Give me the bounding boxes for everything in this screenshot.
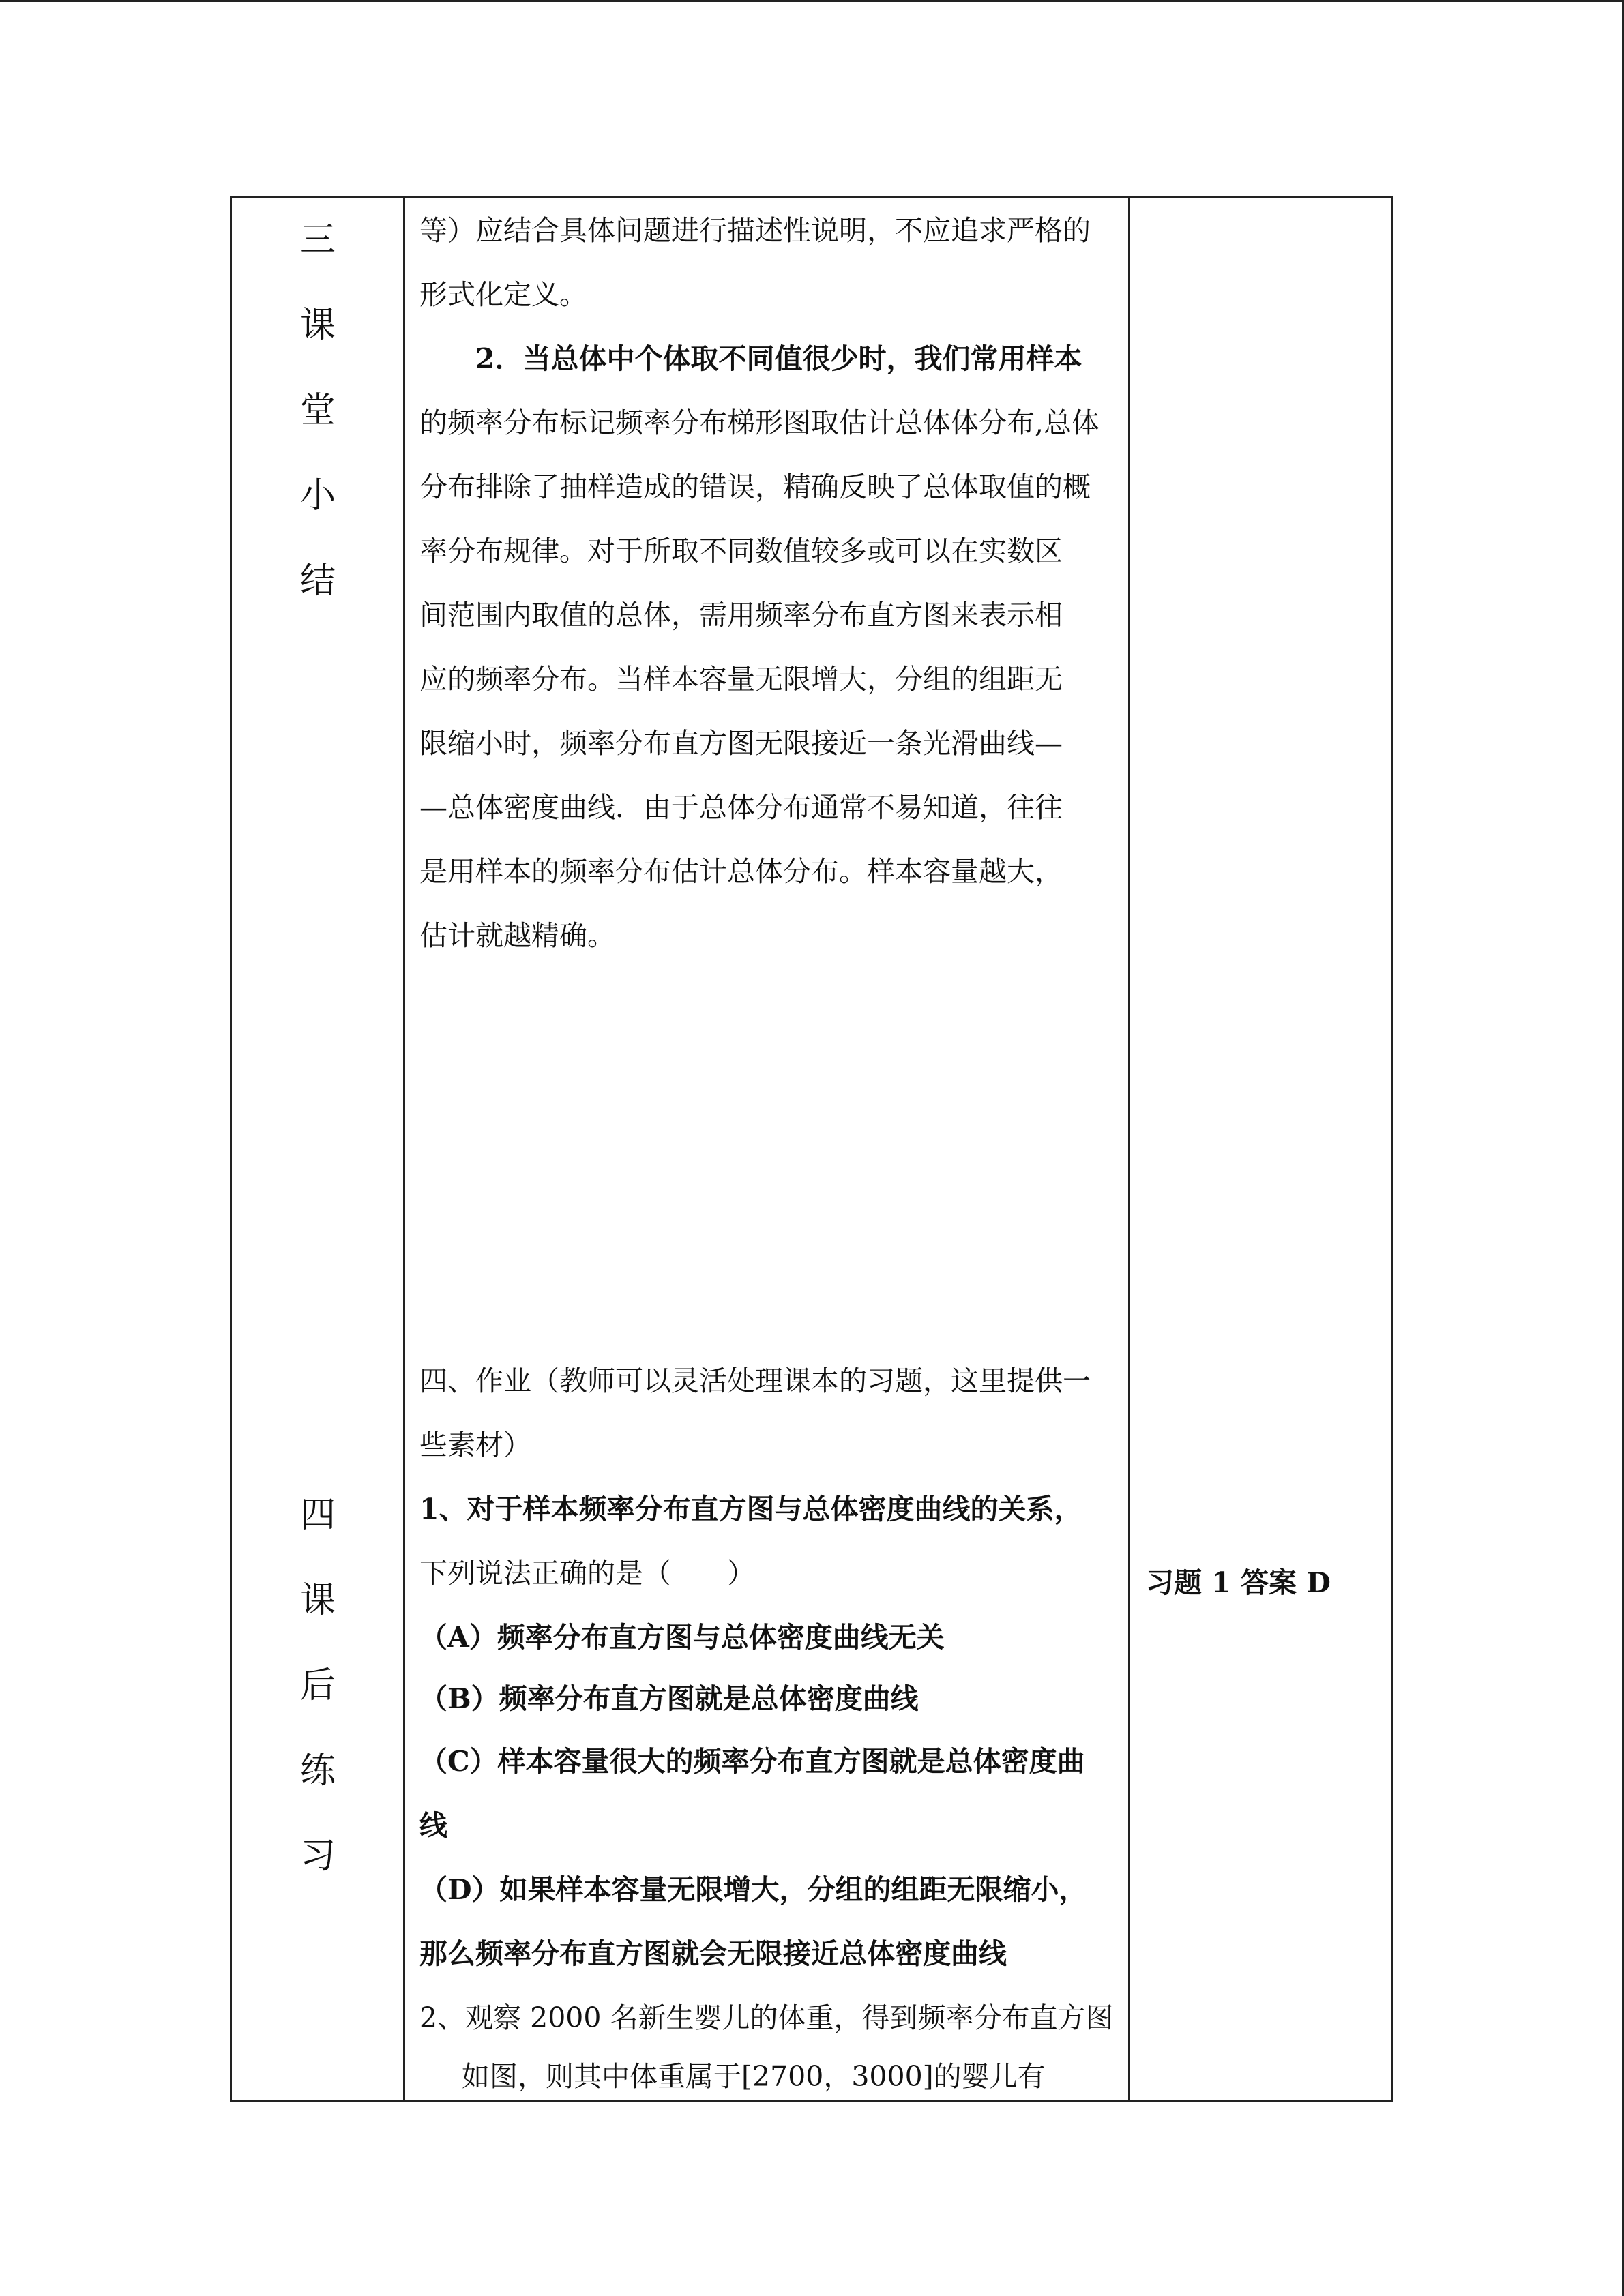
summary-line: 间范围内取值的总体，需用频率分布直方图来表示相 <box>419 599 1063 631</box>
homework-line: 四、作业（教师可以灵活处理课本的习题，这里提供一 <box>419 1365 1091 1397</box>
summary-line: 的频率分布标记频率分布梯形图取估计总体体分布,总体 <box>419 406 1100 439</box>
section-title-char: 课 <box>299 1580 336 1621</box>
answer-note: 习题 1 答案 D <box>1146 1566 1331 1599</box>
table-border-right <box>1391 196 1393 2102</box>
section-title-char: 习 <box>299 1836 336 1877</box>
exercise-2-line: 2、观察 2000 名新生婴儿的体重，得到频率分布直方图 <box>419 2001 1114 2034</box>
option-d: （D）如果样本容量无限增大，分组的组距无限缩小， <box>419 1873 1087 1906</box>
exercise-1-line: 1、对于样本频率分布直方图与总体密度曲线的关系， <box>419 1493 1082 1525</box>
summary-line: 形式化定义。 <box>419 278 587 311</box>
section-title-summary <box>231 198 405 624</box>
summary-line: 率分布规律。对于所取不同数值较多或可以在实数区 <box>419 535 1063 567</box>
section-title-char: 课 <box>299 305 336 346</box>
summary-line: 估计就越精确。 <box>419 919 615 952</box>
option-c: （C）样本容量很大的频率分布直方图就是总体密度曲 <box>419 1745 1085 1778</box>
page-top-border <box>0 0 1624 2</box>
option-c-continued: 线 <box>419 1809 447 1842</box>
table-column-divider-2 <box>1128 196 1130 2102</box>
option-b: （B）频率分布直方图就是总体密度曲线 <box>419 1682 919 1715</box>
option-d-continued: 那么频率分布直方图就会无限接近总体密度曲线 <box>419 1937 1007 1970</box>
option-a: （A）频率分布直方图与总体密度曲线无关 <box>419 1621 945 1654</box>
summary-line: 2．当总体中个体取不同值很少时，我们常用样本 <box>475 342 1082 375</box>
section-title-char: 小 <box>299 475 336 516</box>
summary-line: 分布排除了抽样造成的错误，精确反映了总体取值的概 <box>419 471 1091 503</box>
summary-line: 应的频率分布。当样本容量无限增大，分组的组距无 <box>419 663 1063 696</box>
summary-line: 限缩小时，频率分布直方图无限接近一条光滑曲线— <box>419 727 1063 760</box>
section-title-char: 后 <box>299 1665 336 1706</box>
summary-line: 是用样本的频率分布估计总体分布。样本容量越大， <box>419 855 1063 888</box>
summary-line: —总体密度曲线．由于总体分布通常不易知道，往往 <box>419 791 1063 824</box>
section-title-char: 堂 <box>299 390 336 431</box>
section-title-char: 四 <box>299 1495 336 1536</box>
homework-line: 些素材） <box>419 1429 531 1461</box>
summary-line: 等）应结合具体问题进行描述性说明，不应追求严格的 <box>419 214 1091 247</box>
section-title-char: 三 <box>299 220 336 260</box>
section-title-homework <box>231 1473 405 1899</box>
summary-point-2 <box>475 327 1181 391</box>
section-title-char: 结 <box>299 561 336 601</box>
exercise-1-line: 下列说法正确的是（ ） <box>419 1557 755 1590</box>
section-title-char: 练 <box>299 1750 336 1791</box>
exercise-2-line: 如图，则其中体重属于[2700，3000]的婴儿有 <box>462 2060 1046 2093</box>
